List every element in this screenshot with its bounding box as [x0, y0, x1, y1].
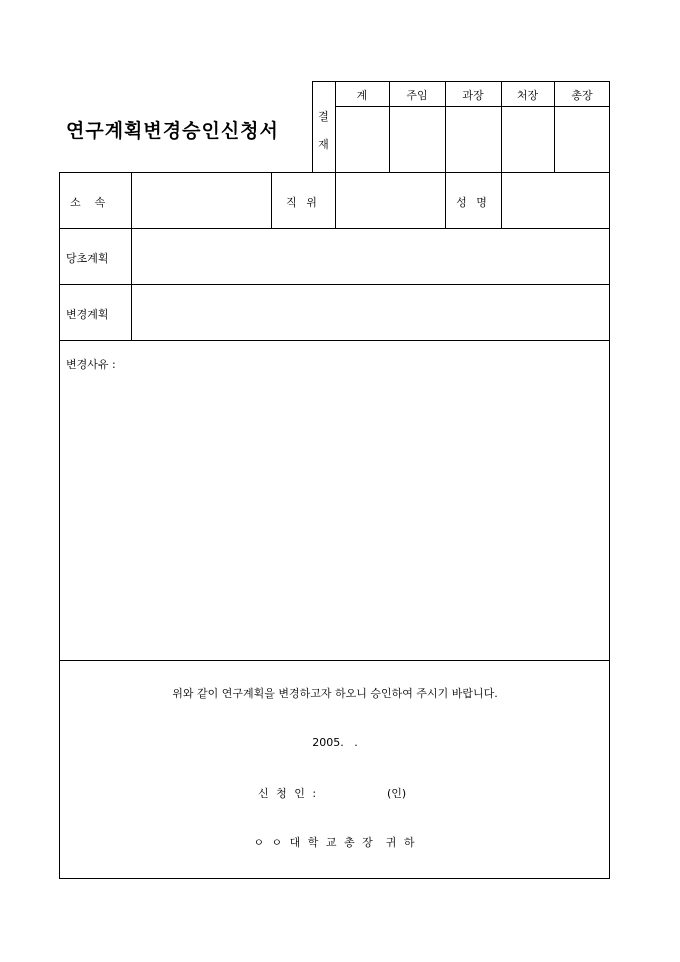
approval-label-bottom: 재	[318, 138, 329, 151]
applicant-name-field[interactable]	[325, 780, 383, 800]
application-date: 2005. .	[312, 736, 358, 749]
approval-sign-clerk[interactable]	[336, 107, 389, 172]
name-label: 성 명	[456, 196, 490, 209]
page-title: 연구계획변경승인신청서	[66, 120, 279, 142]
approval-sign-chief[interactable]	[390, 107, 445, 172]
affiliation-field[interactable]	[132, 173, 271, 228]
addressee: ㅇ ㅇ 대 학 교 총 장 귀 하	[253, 836, 417, 849]
approval-sign-section-head[interactable]	[446, 107, 501, 172]
changed-plan-label: 변경계획	[66, 308, 109, 321]
position-label: 직 위	[286, 196, 320, 209]
position-field[interactable]	[336, 173, 445, 228]
approval-col-director: 처장	[516, 89, 539, 102]
table-bottom-border	[59, 878, 610, 879]
row-divider	[59, 340, 610, 341]
original-plan-field[interactable]	[132, 229, 609, 284]
change-reason-field[interactable]	[60, 374, 609, 660]
approval-label-top: 결	[318, 110, 329, 123]
row-divider	[59, 660, 610, 661]
approval-left-border	[312, 81, 313, 172]
changed-plan-field[interactable]	[132, 285, 609, 340]
affiliation-label: 소 속	[70, 196, 106, 209]
change-reason-label: 변경사유 :	[66, 358, 116, 371]
approval-col-chief: 주임	[406, 89, 428, 102]
approval-col-section-head: 과장	[462, 89, 484, 102]
original-plan-label: 당초계획	[66, 252, 109, 265]
approval-top-border	[312, 81, 610, 82]
approval-col-clerk: 계	[356, 89, 368, 102]
approval-sign-director[interactable]	[502, 107, 554, 172]
name-field[interactable]	[502, 173, 609, 228]
seal-mark: (인)	[387, 787, 407, 800]
applicant-label: 신 청 인 :	[258, 787, 319, 800]
table-right-border	[609, 81, 610, 879]
approval-col-president: 총장	[571, 89, 593, 102]
approval-sign-president[interactable]	[555, 107, 610, 172]
request-statement: 위와 같이 연구계획을 변경하고자 하오니 승인하여 주시기 바랍니다.	[172, 687, 498, 700]
